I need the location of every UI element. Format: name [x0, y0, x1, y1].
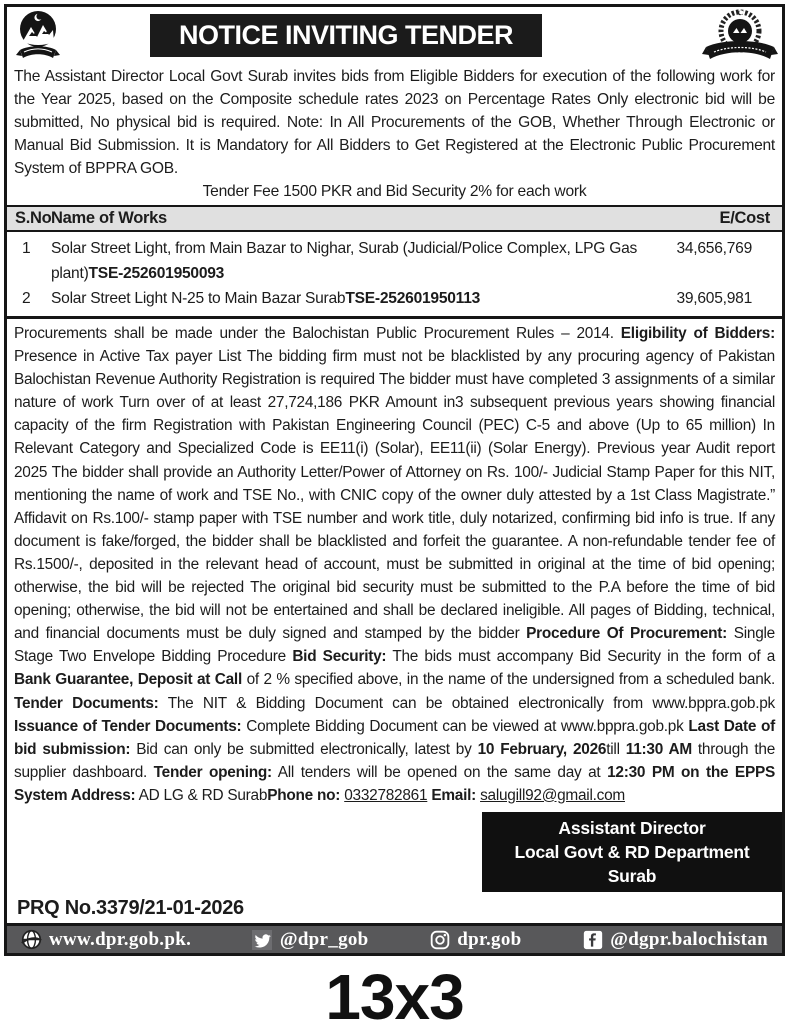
footer-website-text: www.dpr.gob.pk. — [49, 928, 192, 950]
bold-term: Tender opening: — [153, 763, 272, 781]
body-text: Bid can only be submitted electronically, latest by — [130, 740, 478, 758]
body-text: All tenders will be opened on the same day at — [271, 763, 608, 781]
footer-twitter-handle: @dpr_gob — [279, 928, 369, 950]
ad-size-note: 13x3 — [325, 961, 464, 1024]
terms-paragraph — [7, 319, 782, 807]
signature-block — [482, 812, 782, 892]
works-table-body — [7, 232, 782, 319]
row-sno: 2 — [22, 290, 31, 307]
facebook-icon — [582, 929, 603, 950]
body-text: The NIT & Bidding Document can be obtained electronically from www.bppra.gob.pk — [158, 694, 775, 712]
body-text: Procurements shall be made under the Balochistan Public Procurement Rules – 2014. — [14, 325, 621, 342]
bold-term: Last Date of bid submission: — [14, 717, 776, 758]
prq-number: PRQ No.3379/21-01-2026 — [17, 897, 244, 919]
bold-term: Procedure Of Procurement: — [526, 625, 728, 643]
twitter-icon — [252, 929, 273, 950]
footer-website — [21, 929, 191, 951]
notice-header — [7, 7, 782, 64]
social-footer-bar — [7, 923, 782, 953]
work-name-text: Solar Street Light, from Main Bazar to Nighar, Surab (Judicial/Police Complex, LPG Gas plant) — [51, 240, 638, 282]
contact-value: salugill92@gmail.com — [480, 786, 625, 804]
footer-instagram — [429, 929, 521, 951]
intro-paragraph: The Assistant Director Local Govt Surab invites bids from Eligible Bidders for execution of the following work for the Year 2025, based on the Composite schedule rates 2023 on Percentage Rates Only electronic bid will be submitted, No physical bid is required. Note: In All Procurements of the GOB, Whether Through Electronic or Manual Bid Submission. It is Mandatory for All Bidders to Get Registered at the Electronic Public Procurement System of BPPRA GOB. — [14, 68, 775, 177]
body-text: Complete Bidding Document can be viewed at www.bppra.gob.pk — [241, 717, 689, 735]
signatory-title: Assistant Director — [558, 817, 706, 838]
footer-facebook — [582, 929, 768, 951]
work-tse-number: TSE-252601950113 — [345, 290, 481, 307]
notice-frame — [4, 4, 785, 956]
table-row — [7, 286, 782, 311]
row-work-name — [51, 286, 656, 311]
footer-instagram-handle: dpr.gob — [457, 928, 522, 950]
row-work-name — [51, 236, 656, 286]
signatory-location: Surab — [607, 865, 657, 886]
body-text: of 2 % specified above, in the name of the undersigned from a scheduled bank. — [241, 671, 775, 689]
works-table-header — [7, 205, 782, 232]
row-sno: 1 — [22, 240, 31, 257]
balochistan-government-emblem-icon — [15, 9, 61, 65]
col-sno: S.No — [15, 209, 52, 227]
bold-term: Phone no: — [267, 786, 341, 804]
col-name-of-works: Name of Works — [51, 209, 167, 227]
body-text: AD LG & RD Surab — [135, 786, 268, 804]
bold-term: Tender Documents: — [14, 694, 159, 712]
contact-value: 0332782861 — [344, 786, 428, 804]
body-text: till — [606, 740, 626, 758]
bold-term: Email: — [431, 786, 477, 804]
bold-term: 12:30 PM on the EPPS System Address: — [14, 763, 775, 804]
footer-twitter — [252, 929, 369, 951]
instagram-icon — [429, 929, 450, 950]
work-tse-number: TSE-252601950093 — [88, 265, 225, 282]
body-text: The bids must accompany Bid Security in the form of a — [386, 648, 776, 666]
bold-term: Eligibility of Bidders: — [620, 325, 775, 342]
bold-term: Bid Security: — [292, 648, 387, 666]
bold-term: Issuance of Tender Documents: — [14, 717, 242, 735]
bold-term: 11:30 AM — [625, 740, 692, 758]
body-text: through the supplier dashboard. — [14, 740, 775, 781]
globe-icon — [21, 929, 42, 950]
work-name-text: Solar Street Light N-25 to Main Bazar Surab — [51, 290, 346, 307]
row-ecost: 34,656,769 — [676, 240, 752, 257]
bold-term: Bank Guarantee, Deposit at Call — [14, 671, 242, 689]
bold-term: 10 February, 2026 — [477, 740, 607, 758]
body-text: Single Stage Two Envelope Bidding Procedure — [14, 625, 775, 666]
tender-fee-line: Tender Fee 1500 PKR and Bid Security 2% for each work — [202, 183, 587, 200]
table-row — [7, 236, 782, 286]
bottom-zone — [7, 807, 782, 923]
footer-facebook-handle: @dgpr.balochistan — [610, 928, 768, 950]
col-ecost: E/Cost — [719, 209, 770, 227]
signatory-department: Local Govt & RD Department — [514, 841, 750, 862]
row-ecost: 39,605,981 — [676, 290, 752, 307]
notice-title: NOTICE INVITING TENDER — [178, 20, 513, 50]
notice-title-bar — [150, 14, 542, 57]
body-text: Presence in Active Tax payer List The bidding firm must not be blacklisted by any procuring agency of Pakistan Balochistan Revenue Authority Registration is required The bidder must have completed 3 assignments of a similar nature of work Turn over of at least 27,724,186 PKR Amount in3 subsequent previous years showing financial capacity of the firm Registration with Pakistan Engineering Council (PEC) C-5 and above (Up to 65 million) In Relevant Category and Specialized Code is EE11(i) (Solar), EE11(ii) (Solar Energy). Previous year Audit report 2025 The bidder shall provide an Authority Letter/Power of Attorney on Rs. 100/- Judicial Stamp Paper for this NIT, mentioning the name of work and TSE No., with CNIC copy of the owner duly attested by a 1st Class Magistrate.” Affidavit on Rs.100/- stamp paper with TSE number and work title, duly notarized, confirming bid info is true. If any document is fake/forged, the bidder shall be blacklisted and forfeit the guarantee. A non-refundable tender fee of Rs.1500/-, deposited in the relevant head of account, must be submitted in original at the time of bid opening; otherwise, the bid will be rejected The original bid security must be submitted to the P.A before the time of bid opening; otherwise, the bid will not be entertained and shall be declared ineligible. All pages of Bidding, technical, and financial documents must be duly signed and stamped by the bidder — [14, 348, 775, 643]
local-govt-department-emblem-icon — [702, 9, 778, 65]
